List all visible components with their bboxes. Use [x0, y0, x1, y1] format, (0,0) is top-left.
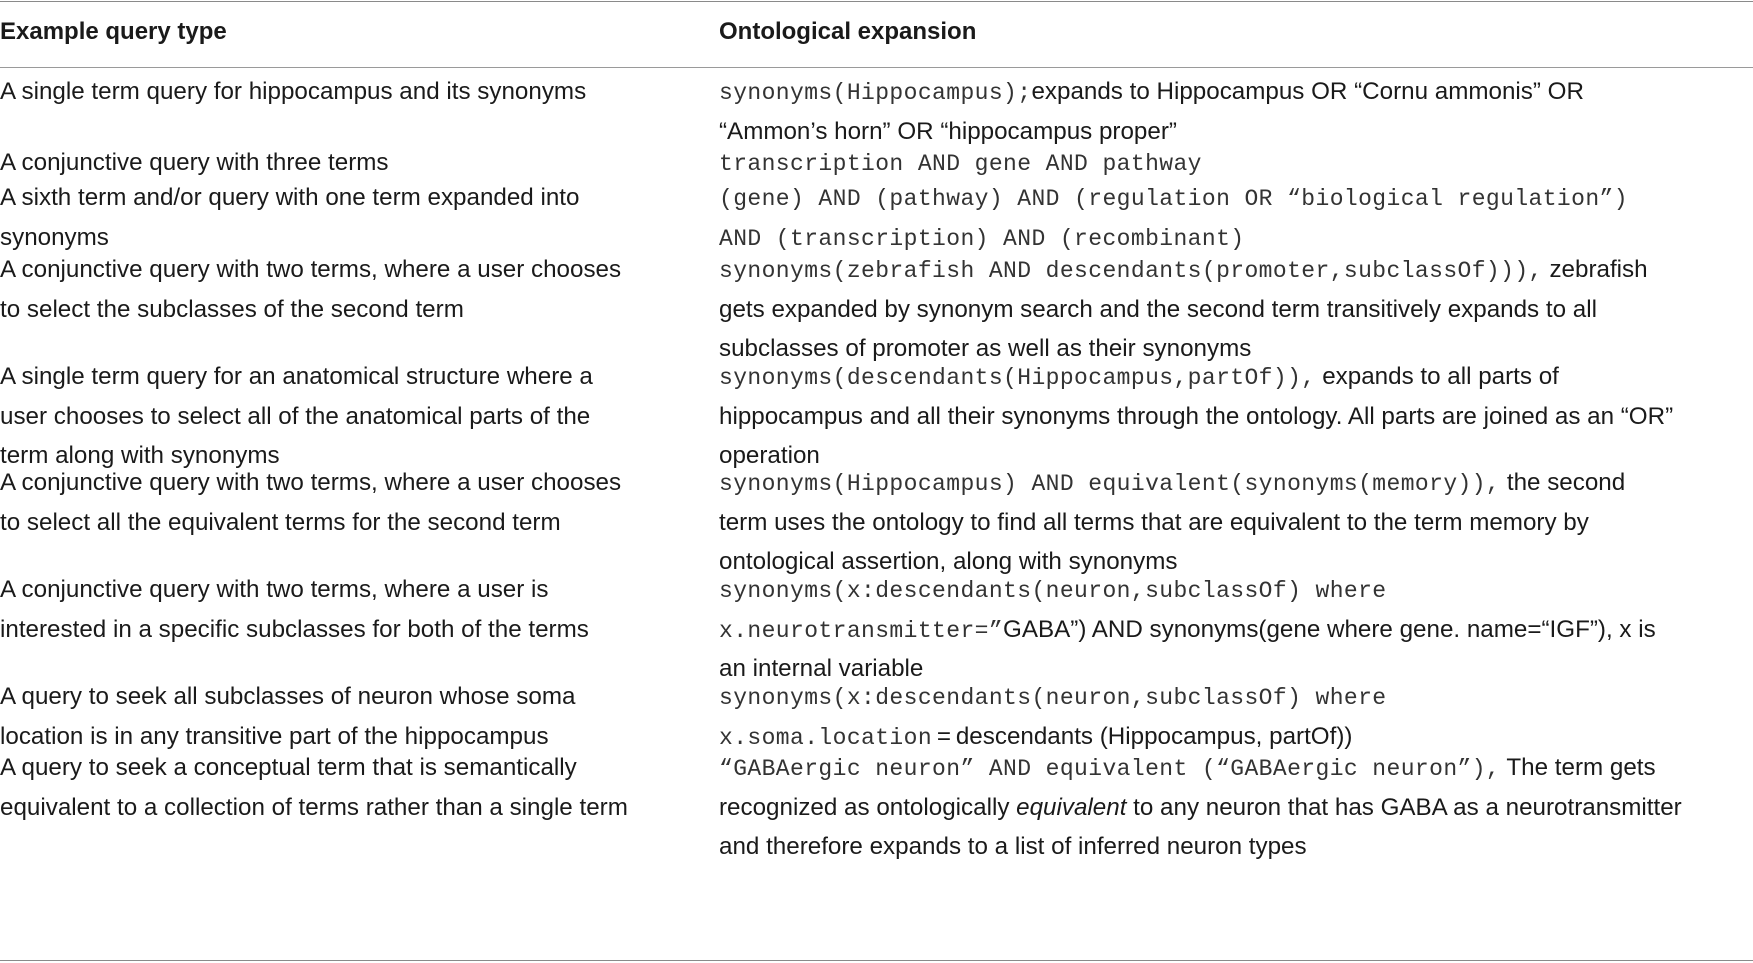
expansion-text: GABA”) AND synonyms(gene where gene. name=“IGF”), x is	[1003, 615, 1656, 643]
query-type-cell	[0, 357, 593, 476]
expansion-line	[719, 397, 1673, 437]
code-expression: synonyms(Hippocampus) AND equivalent(synonyms(memory)),	[719, 471, 1501, 497]
expansion-text: The term gets	[1500, 754, 1656, 781]
expansion-text: the second	[1500, 469, 1626, 496]
header-divider-rule	[0, 67, 1753, 68]
table-bottom-rule	[0, 960, 1753, 961]
query-type-line: A single term query for hippocampus and its synonyms	[0, 78, 587, 105]
code-expression: synonyms(x:descendants(neuron,subclassOf) where	[719, 578, 1387, 604]
query-type-cell	[0, 143, 389, 183]
expansion-cell	[719, 178, 1628, 257]
expansion-line	[719, 143, 1202, 183]
query-type-line: synonyms	[0, 223, 109, 251]
expansion-text: = descendants (Hippocampus, partOf))	[932, 722, 1353, 750]
query-type-cell	[0, 677, 575, 756]
expansion-text: recognized as ontologically	[719, 793, 1017, 821]
query-type-line: A single term query for an anatomical structure where a	[0, 363, 593, 390]
emphasis-text: equivalent	[1016, 793, 1127, 821]
expansion-line	[719, 250, 1648, 290]
expansion-line	[719, 463, 1625, 503]
expansion-line	[719, 72, 1584, 112]
query-type-cell	[0, 178, 579, 257]
expansion-line	[719, 788, 1682, 828]
column-header-ontological-expansion: Ontological expansion	[719, 18, 977, 45]
expansion-text: to any neuron that has GABA as a neurotransmitter	[1126, 793, 1682, 821]
expansion-cell	[719, 677, 1387, 756]
code-expression: transcription AND gene AND pathway	[719, 151, 1202, 177]
query-type-line: term along with synonyms	[0, 442, 280, 469]
expansion-text: expands to Hippocampus OR “Cornu ammonis” OR	[1031, 78, 1584, 105]
expansion-text: an internal variable	[719, 655, 924, 682]
query-type-cell	[0, 570, 589, 649]
query-type-line: to select the subclasses of the second term	[0, 295, 464, 323]
code-expression: synonyms(Hippocampus);	[719, 80, 1032, 106]
expansion-cell	[719, 72, 1584, 151]
query-type-cell	[0, 748, 628, 827]
expansion-line	[719, 178, 1628, 218]
expansion-line	[719, 610, 1656, 650]
query-type-line: location is in any transitive part of the hippocampus	[0, 722, 549, 750]
expansion-text: expands to all parts of	[1315, 363, 1559, 390]
expansion-cell	[719, 250, 1648, 369]
expansion-cell	[719, 357, 1673, 476]
code-expression: synonyms(x:descendants(neuron,subclassOf) where	[719, 685, 1387, 711]
expansion-text: gets expanded by synonym search and the second term transitively expands to all	[719, 295, 1597, 323]
expansion-cell	[719, 748, 1682, 867]
expansion-line	[719, 677, 1387, 717]
expansion-line	[719, 748, 1682, 788]
query-type-cell	[0, 72, 586, 112]
expansion-text: and therefore expands to a list of inferred neuron types	[719, 833, 1307, 860]
query-type-line: A conjunctive query with two terms, where a user chooses	[0, 469, 622, 496]
code-expression: “GABAergic neuron” AND equivalent (“GABAergic neuron”),	[719, 756, 1501, 782]
query-type-line: A sixth term and/or query with one term expanded into	[0, 184, 580, 211]
query-type-cell	[0, 250, 621, 329]
query-type-line: A conjunctive query with two terms, where a user chooses	[0, 256, 622, 283]
query-type-line: A query to seek all subclasses of neuron whose soma	[0, 683, 576, 710]
query-type-line: A conjunctive query with three terms	[0, 149, 389, 176]
expansion-line	[719, 503, 1625, 543]
query-type-line: equivalent to a collection of terms rather than a single term	[0, 793, 628, 821]
query-type-line: A query to seek a conceptual term that is semantically	[0, 754, 577, 781]
expansion-cell	[719, 463, 1625, 582]
table-top-rule	[0, 1, 1753, 2]
expansion-line	[719, 357, 1673, 397]
query-type-line: user chooses to select all of the anatomical parts of the	[0, 402, 591, 430]
query-type-line: to select all the equivalent terms for the second term	[0, 508, 561, 536]
query-type-line: A conjunctive query with two terms, where a user is	[0, 576, 549, 603]
expansion-text: ontological assertion, along with synonyms	[719, 548, 1178, 575]
expansion-text: “Ammon’s horn” OR “hippocampus proper”	[719, 117, 1177, 145]
expansion-cell	[719, 143, 1202, 183]
code-expression: synonyms(descendants(Hippocampus,partOf)),	[719, 365, 1316, 391]
query-type-line: interested in a specific subclasses for both of the terms	[0, 615, 589, 643]
expansion-line	[719, 290, 1648, 330]
code-expression: AND (transcription) AND (recombinant)	[719, 225, 1245, 252]
expansion-cell	[719, 570, 1656, 689]
expansion-line	[719, 570, 1656, 610]
code-expression: x.neurotransmitter=”	[719, 617, 1004, 644]
code-expression: x.soma.location	[719, 724, 933, 751]
expansion-text: term uses the ontology to find all terms that are equivalent to the term memory by	[719, 508, 1589, 536]
expansion-text: subclasses of promoter as well as their synonyms	[719, 335, 1252, 362]
expansion-text: hippocampus and all their synonyms through the ontology. All parts are joined as an “OR”	[719, 402, 1674, 430]
expansion-text: zebrafish	[1542, 256, 1648, 283]
code-expression: (gene) AND (pathway) AND (regulation OR “biological regulation”)	[719, 186, 1628, 212]
code-expression: synonyms(zebrafish AND descendants(promoter,subclassOf))),	[719, 258, 1543, 284]
expansion-line	[719, 827, 1682, 867]
column-header-query-type: Example query type	[0, 18, 227, 45]
expansion-text: operation	[719, 442, 820, 469]
query-type-cell	[0, 463, 621, 542]
